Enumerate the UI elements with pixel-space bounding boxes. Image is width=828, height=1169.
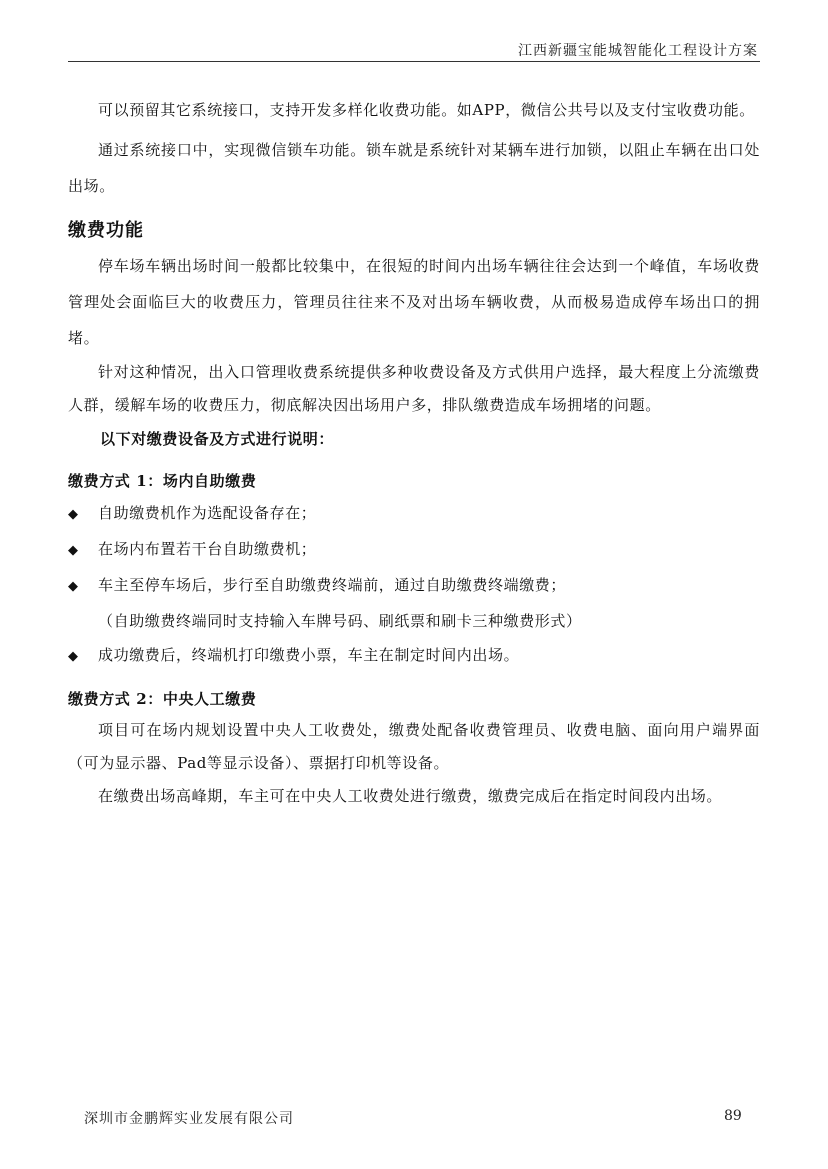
page-number: 89	[724, 1108, 742, 1124]
diamond-bullet-icon: ◆	[68, 507, 79, 522]
method-1-bullet-list	[68, 496, 760, 604]
body-paragraph: 通过系统接口中，实现微信锁车功能。锁车就是系统针对某辆车进行加锁，以阻止车辆在出口处出场。	[68, 141, 760, 195]
body-paragraph: 可以预留其它系统接口，支持开发多样化收费功能。如APP，微信公共号以及支付宝收费功能。	[98, 101, 755, 119]
list-item-text: 车主至停车场后，步行至自助缴费终端前，通过自助缴费终端缴费；	[98, 576, 567, 594]
method-1-bullet-list-continued	[68, 638, 760, 674]
list-item	[68, 496, 760, 532]
method-2-title: 缴费方式 2：中央人工缴费	[68, 690, 257, 708]
body-paragraph: 针对这种情况，出入口管理收费系统提供多种收费设备及方式供用户选择，最大程度上分流缴费人群，缓解车场的收费压力，彻底解决因出场用户多，排队缴费造成车场拥堵的问题。	[68, 363, 760, 414]
method-1-title: 缴费方式 1：场内自助缴费	[68, 472, 257, 490]
methods-intro-line: 以下对缴费设备及方式进行说明：	[100, 430, 335, 448]
list-item-text: 成功缴费后，终端机打印缴费小票，车主在制定时间内出场。	[98, 646, 520, 664]
body-paragraph: 停车场车辆出场时间一般都比较集中，在很短的时间内出场车辆往往会达到一个峰值，车场收费管理处会面临巨大的收费压力，管理员往往来不及对出场车辆收费，从而极易造成停车场出口的拥堵。	[68, 257, 760, 347]
list-item	[68, 638, 760, 674]
list-item-text: 在场内布置若干台自助缴费机；	[98, 540, 317, 558]
list-item	[68, 568, 760, 604]
list-item-text: 自助缴费机作为选配设备存在；	[98, 504, 317, 522]
diamond-bullet-icon: ◆	[68, 579, 79, 594]
section-heading: 缴费功能	[68, 220, 144, 241]
page-body	[68, 92, 760, 813]
header-divider	[68, 61, 760, 62]
list-item	[68, 532, 760, 568]
body-paragraph: 项目可在场内规划设置中央人工收费处，缴费处配备收费管理员、收费电脑、面向用户端界面（可为显示器、Pad等显示设备）、票据打印机等设备。	[68, 721, 760, 772]
footer-company-name: 深圳市金鹏辉实业发展有限公司	[84, 1111, 294, 1127]
diamond-bullet-icon: ◆	[68, 649, 79, 664]
document-header-title: 江西新疆宝能城智能化工程设计方案	[518, 43, 758, 59]
body-paragraph: 在缴费出场高峰期，车主可在中央人工收费处进行缴费，缴费完成后在指定时间段内出场。	[98, 787, 723, 805]
diamond-bullet-icon: ◆	[68, 543, 79, 558]
method-1-note: （自助缴费终端同时支持输入车牌号码、刷纸票和刷卡三种缴费形式）	[98, 612, 582, 630]
